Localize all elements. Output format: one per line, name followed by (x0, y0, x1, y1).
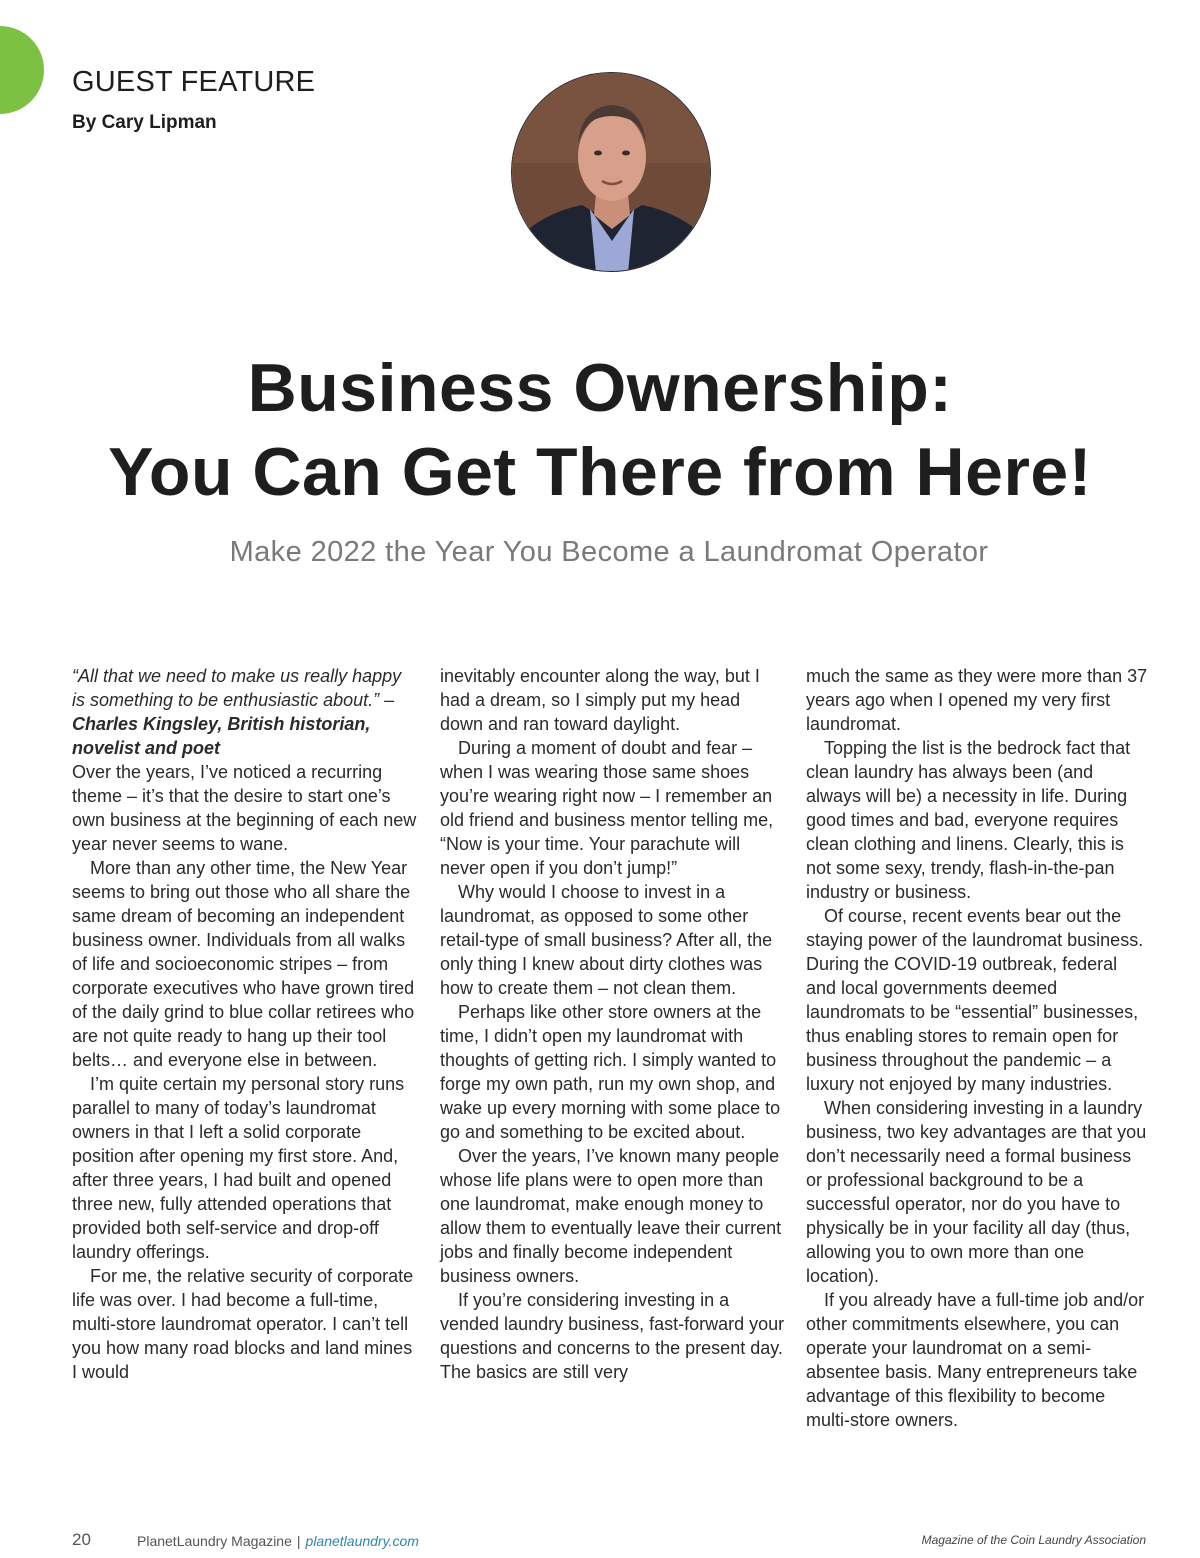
quote-text: “All that we need to make us really happy is something to be enthusiastic about.” – (72, 666, 402, 710)
magazine-name: PlanetLaundry Magazine (137, 1533, 292, 1549)
paragraph: much the same as they were more than 37 years ago when I opened my very first laundromat. (806, 666, 1148, 734)
section-color-tab (0, 26, 44, 114)
paragraph: I’m quite certain my personal story runs parallel to many of today’s laundromat owners in that I left a solid corporate position after opening my first store. And, after three years, I had built and opened three new, fully attended operations that provided both self-service and drop-off laundry offerings. (72, 1074, 405, 1262)
article-column-2 (440, 664, 785, 1384)
author-photo (512, 73, 711, 272)
footer-tagline: Magazine of the Coin Laundry Association (921, 1533, 1146, 1547)
paragraph: Why would I choose to invest in a laundromat, as opposed to some other retail-type of small business? After all, the only thing I knew about dirty clothes was how to create them – not clean them. (440, 882, 773, 998)
paragraph: If you’re considering investing in a vended laundry business, fast-forward your questions and concerns to the present day. The basics are still very (440, 1290, 785, 1382)
paragraph: Of course, recent events bear out the staying power of the laundromat business. During the COVID-19 outbreak, federal and local governments deemed laundromats to be “essential” businesses, thus enabling stores to remain open for business throughout the pandemic – a luxury not enjoyed by many industries. (806, 906, 1144, 1094)
paragraph: More than any other time, the New Year seems to bring out those who all share the same dream of becoming an independent business owner. Individuals from all walks of life and socioeconomic stripes – from corporate executives who have grown tired of the daily grind to blue collar retirees who are not quite ready to hang up their tool belts… and everyone else in between. (72, 858, 415, 1070)
paragraph: inevitably encounter along the way, but I had a dream, so I simply put my head down and ran toward daylight. (440, 666, 760, 734)
paragraph: Perhaps like other store owners at the time, I didn’t open my laundromat with thoughts of getting rich. I simply wanted to forge my own path, run my own shop, and wake up every morning with some place to go and something to be excited about. (440, 1002, 781, 1142)
paragraph: Over the years, I’ve known many people whose life plans were to open more than one laundromat, make enough money to allow them to eventually leave their current jobs and finally become independent business owners. (440, 1146, 782, 1286)
quote-attribution: Charles Kingsley, British historian, novelist and poet (72, 714, 371, 758)
footer-separator: | (296, 1533, 301, 1549)
headline-line-1: Business Ownership: (247, 350, 953, 426)
article-column-1 (72, 664, 417, 1384)
headline-line-2: You Can Get There from Here! (108, 434, 1092, 510)
footer-magazine (137, 1533, 419, 1549)
article-subtitle: Make 2022 the Year You Become a Laundromat Operator (229, 536, 989, 568)
website-link[interactable]: planetlaundry.com (305, 1533, 419, 1549)
author-byline: By Cary Lipman (72, 112, 217, 133)
epigraph-quote (72, 664, 417, 760)
page-number: 20 (72, 1530, 91, 1549)
article-headline (0, 346, 1200, 514)
paragraph: For me, the relative security of corporate life was over. I had become a full-time, multi-store laundromat operator. I can’t tell you how many road blocks and land mines I would (72, 1266, 414, 1382)
paragraph: During a moment of doubt and fear – when I was wearing those same shoes you’re wearing right now – I remember an old friend and business mentor telling me, “Now is your time. Your parachute will never open if you don’t jump!” (440, 738, 774, 878)
paragraph: If you already have a full-time job and/or other commitments elsewhere, you can operate your laundromat on a semi-absentee basis. Many entrepreneurs take advantage of this flexibility to become multi-store owners. (806, 1290, 1145, 1430)
paragraph: Over the years, I’ve noticed a recurring theme – it’s that the desire to start one’s own business at the beginning of each new year never seems to wane. (72, 762, 417, 854)
paragraph: When considering investing in a laundry business, two key advantages are that you don’t necessarily need a formal business or professional background to be a successful operator, nor do you have to physically be in your facility all day (thus, allowing you to own more than one location). (806, 1098, 1147, 1286)
paragraph: Topping the list is the bedrock fact that clean laundry has always been (and always will be) a necessity in life. During good times and bad, everyone requires clean clothing and linens. Clearly, this is not some sexy, trendy, flash-in-the-pan industry or business. (806, 738, 1131, 902)
section-label: GUEST FEATURE (72, 66, 316, 98)
article-column-3 (806, 664, 1151, 1432)
author-portrait (511, 72, 711, 272)
